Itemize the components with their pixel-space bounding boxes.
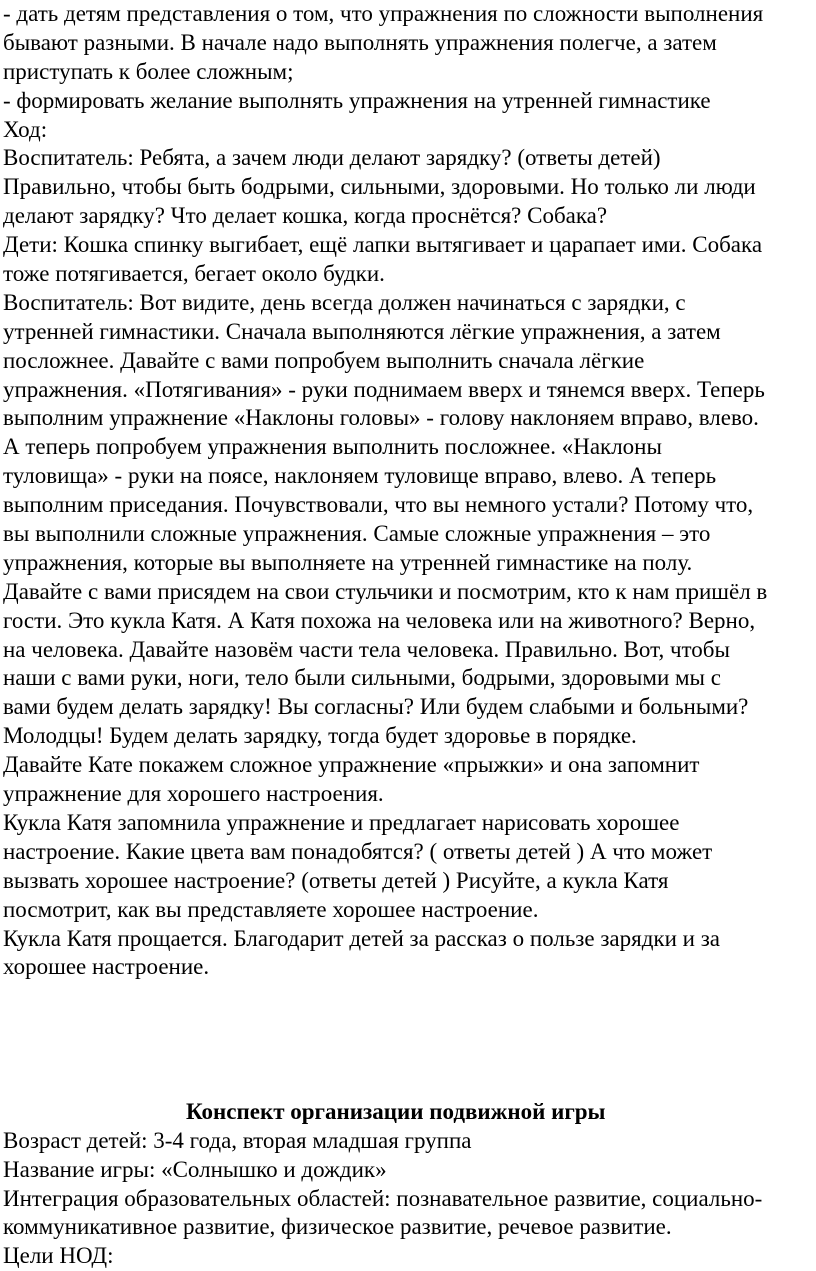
text-line: хорошее настроение. [3, 954, 210, 980]
text-line: на человека. Давайте назовём части тела человека. Правильно. Вот, чтобы [3, 636, 730, 662]
blank-gap [0, 982, 816, 1098]
section-body [0, 1127, 816, 1271]
text-line: упражнение для хорошего настроения. [3, 781, 384, 807]
text-line: Давайте Кате покажем сложное упражнение «прыжки» и она запомнит [3, 752, 700, 778]
text-line: - формировать желание выполнять упражнения на утренней гимнастике [3, 87, 711, 113]
text-line: утренней гимнастики. Сначала выполняются лёгкие упражнения, а затем [3, 318, 721, 344]
text-line: посмотрит, как вы представляете хорошее настроение. [3, 896, 539, 922]
text-line: бывают разными. В начале надо выполнять упражнения полегче, а затем [3, 29, 717, 55]
text-line: посложнее. Давайте с вами попробуем выполнить сначала лёгкие [3, 347, 645, 373]
text-line: Кукла Катя запомнила упражнение и предлагает нарисовать хорошее [3, 809, 680, 835]
text-line: Молодцы! Будем делать зарядку, тогда будет здоровье в порядке. [3, 723, 637, 749]
text-line: А теперь попробуем упражнения выполнить посложнее. «Наклоны [3, 434, 662, 460]
section-text-line: Название игры: «Солнышко и дождик» [3, 1156, 387, 1182]
text-line: выполним упражнение «Наклоны головы» - голову наклоняем вправо, влево. [3, 405, 759, 431]
section-text-line: Интеграция образовательных областей: познавательное развитие, социально- [3, 1185, 763, 1211]
section-text-line: коммуникативное развитие, физическое развитие, речевое развитие. [3, 1214, 672, 1240]
text-line: Ход: [3, 116, 48, 142]
text-line: вами будем делать зарядку! Вы согласны? Или будем слабыми и больными? [3, 694, 749, 720]
text-line: упражнения, которые вы выполняете на утренней гимнастике на полу. [3, 549, 693, 575]
text-line: выполним приседания. Почувствовали, что вы немного устали? Потому что, [3, 492, 754, 518]
section-text-line: Цели НОД: [3, 1243, 114, 1269]
text-line: - дать детям представления о том, что упражнения по сложности выполнения [3, 1, 764, 26]
text-line: вызвать хорошее настроение? (ответы детей ) Рисуйте, а кукла Катя [3, 867, 669, 893]
text-line: вы выполнили сложные упражнения. Самые сложные упражнения – это [3, 521, 711, 547]
text-line: приступать к более сложным; [3, 58, 294, 84]
text-line: Дети: Кошка спинку выгибает, ещё лапки вытягивает и царапает ими. Собака [3, 232, 763, 258]
section-text-line: Возраст детей: 3-4 года, вторая младшая группа [3, 1127, 472, 1153]
text-line: упражнения. «Потягивания» - руки поднимаем вверх и тянемся вверх. Теперь [3, 376, 765, 402]
text-line: туловища» - руки на поясе, наклоняем туловище вправо, влево. А теперь [3, 463, 717, 489]
text-line: Правильно, чтобы быть бодрыми, сильными, здоровыми. Но только ли люди [3, 174, 756, 200]
text-line: тоже потягивается, бегает около будки. [3, 261, 385, 287]
text-line: делают зарядку? Что делает кошка, когда проснётся? Собака? [3, 203, 608, 229]
text-line: настроение. Какие цвета вам понадобятся? ( ответы детей ) А что может [3, 838, 713, 864]
text-line: гости. Это кукла Катя. А Катя похожа на человека или на животного? Верно, [3, 607, 756, 633]
text-line: Воспитатель: Ребята, а зачем люди делают зарядку? (ответы детей) [3, 145, 661, 171]
text-line: Воспитатель: Вот видите, день всегда должен начинаться с зарядки, с [3, 289, 686, 315]
section-heading: Конспект организации подвижной игры [186, 1098, 606, 1124]
text-line: наши с вами руки, ноги, тело были сильными, бодрыми, здоровыми мы с [3, 665, 721, 691]
text-line: Кукла Катя прощается. Благодарит детей за рассказ о пользе зарядки и за [3, 925, 721, 951]
text-line: Давайте с вами присядем на свои стульчики и посмотрим, кто к нам пришёл в [3, 578, 768, 604]
